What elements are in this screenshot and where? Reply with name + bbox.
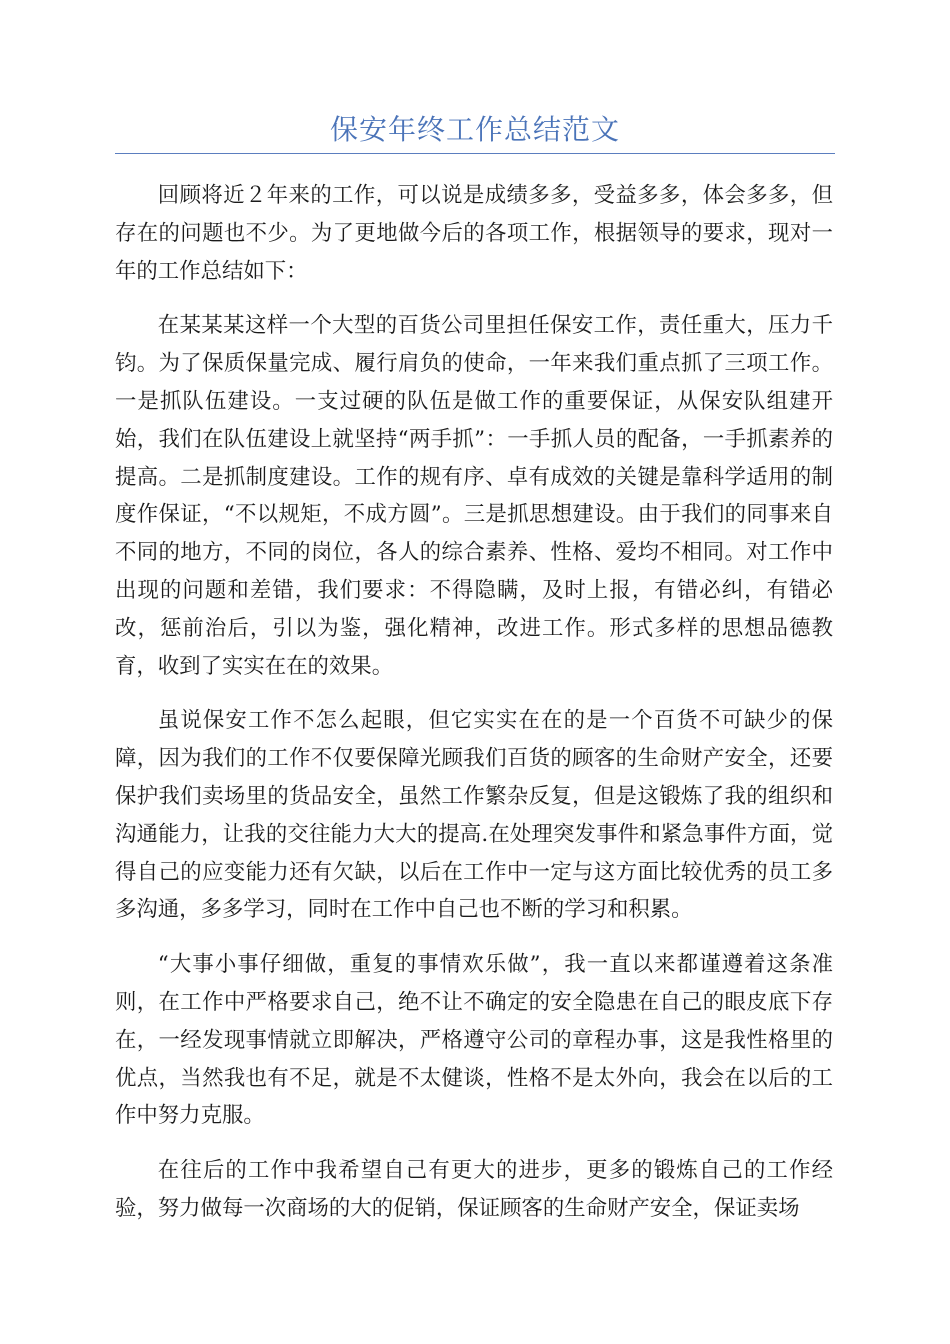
title-underline bbox=[115, 153, 835, 154]
title-block bbox=[115, 108, 835, 156]
paragraph-intro: 回顾将近２年来的工作，可以说是成绩多多，受益多多，体会多多，但存在的问题也不少。为了更地做今后的各项工作，根据领导的要求，现对一年的工作总结如下： bbox=[115, 183, 833, 284]
document-title: 保安年终工作总结范文 bbox=[329, 113, 620, 146]
paragraph-security-work: 虽说保安工作不怎么起眼，但它实实在在的是一个百货不可缺少的保障，因为我们的工作不仅要保障光顾我们百货的顾客的生命财产安全，还要保护我们卖场里的货品安全，虽然工作繁杂反复，但是这锻炼了我的组织和沟通能力，让我的交往能力大大的提高.在处理突发事件和紧急事件方面，觉得自己的应变能力还有欠缺，以后在工作中一定与这方面比较优秀的员工多多沟通，多多学习，同时在工作中自己也不断的学习和积累。 bbox=[115, 708, 833, 923]
paragraph-principles: “大事小事仔细做，重复的事情欢乐做”，我一直以来都谨遵着这条准则，在工作中严格要求自己，绝不让不确定的安全隐患在自己的眼皮底下存在，一经发现事情就立即解决，严格遵守公司的章程办事，这是我性格里的优点，当然我也有不足，就是不太健谈，性格不是太外向，我会在以后的工作中努力克服。 bbox=[115, 952, 833, 1129]
paragraph-team-building: 在某某某这样一个大型的百货公司里担任保安工作，责任重大，压力千钧。为了保质保量完成、履行肩负的使命，一年来我们重点抓了三项工作。一是抓队伍建设。一支过硬的队伍是做工作的重要保证，从保安队组建开始，我们在队伍建设上就坚持“两手抓”：一手抓人员的配备，一手抓素养的提高。二是抓制度建设。工作的规有序、卓有成效的关键是靠科学适用的制度作保证，“不以规矩，不成方圆”。三是抓思想建设。由于我们的同事来自不同的地方，不同的岗位，各人的综合素养、性格、爱均不相同。对工作中出现的问题和差错，我们要求：不得隐瞒，及时上报，有错必纠，有错必改，惩前治后，引以为鉴，强化精神，改进工作。形式多样的思想品德教育，收到了实实在在的效果。 bbox=[115, 313, 833, 679]
paragraph-future: 在往后的工作中我希望自己有更大的进步，更多的锻炼自己的工作经验，努力做每一次商场的大的促销，保证顾客的生命财产安全，保证卖场 bbox=[115, 1158, 833, 1221]
document-body bbox=[115, 177, 833, 1245]
